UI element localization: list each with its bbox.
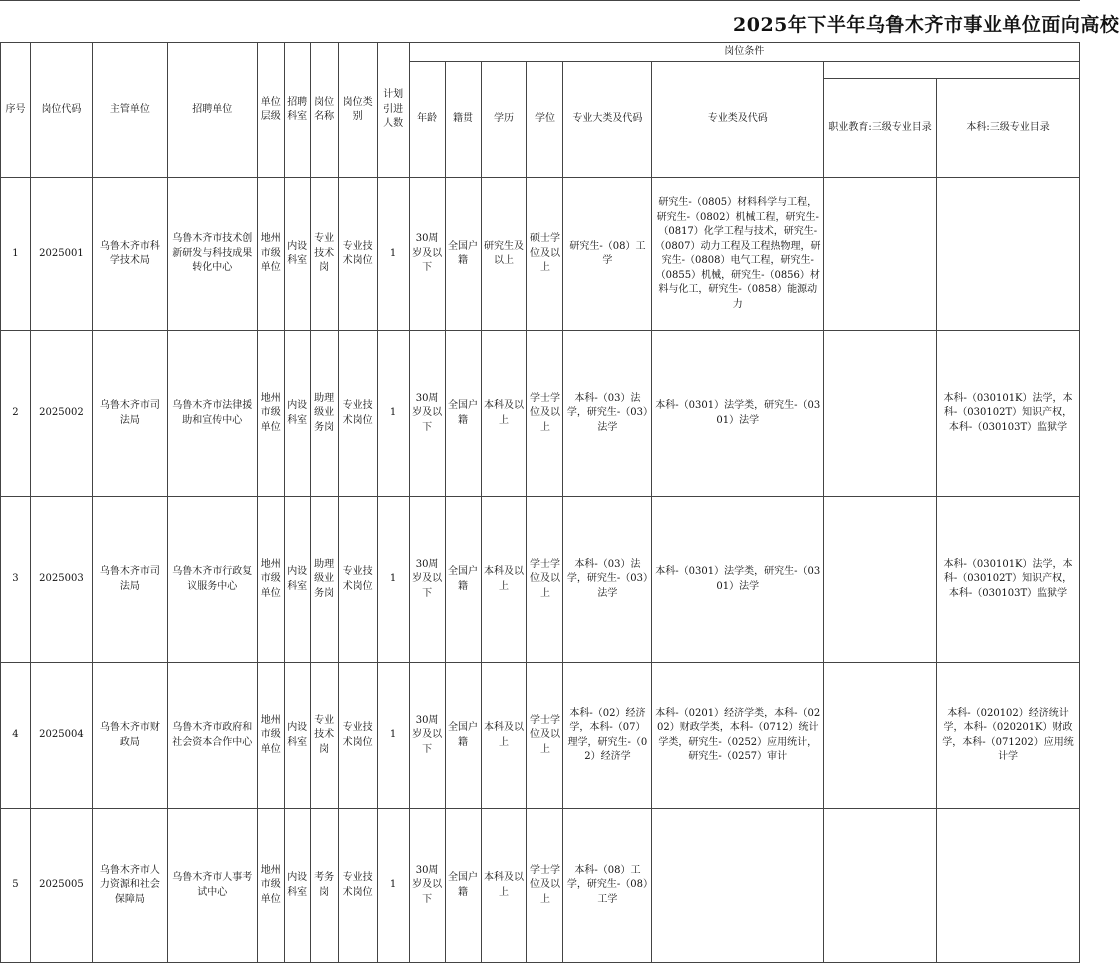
cell-seq: 3 (1, 497, 31, 663)
cell-post-name: 专业技术岗 (310, 178, 338, 331)
cell-code: 2025002 (30, 331, 92, 497)
cell-office: 内设科室 (284, 809, 310, 963)
cell-origin: 全国户籍 (445, 809, 481, 963)
cell-level: 地州市级单位 (257, 331, 284, 497)
cell-major-class: 本科-（02）经济学，本科-（07）理学，研究生-（02）经济学 (563, 663, 652, 809)
cell-degree: 学士学位及以上 (527, 331, 563, 497)
cell-post-type: 专业技术岗位 (338, 331, 377, 497)
header-major-class: 专业大类及代码 (563, 62, 652, 178)
page-title: 2025年下半年乌鲁木齐市事业单位面向高校 (733, 14, 1119, 36)
header-seq: 序号 (1, 43, 31, 178)
cell-plan: 1 (377, 809, 409, 963)
cell-vocational (824, 663, 937, 809)
table-row (1, 809, 1080, 963)
cell-post-type: 专业技术岗位 (338, 497, 377, 663)
cell-bachelor: 本科-（030101K）法学，本科-（030102T）知识产权，本科-（030103T）监狱学 (937, 331, 1080, 497)
cell-post-name: 专业技术岗 (310, 663, 338, 809)
header-unit: 招聘单位 (167, 43, 257, 178)
cell-age: 30周岁及以下 (409, 178, 445, 331)
header-catalog-group (824, 62, 1080, 79)
cell-unit: 乌鲁木齐市法律援助和宣传中心 (167, 331, 257, 497)
cell-unit: 乌鲁木齐市行政复议服务中心 (167, 497, 257, 663)
table-row (1, 497, 1080, 663)
job-table (0, 42, 1080, 963)
cell-major: 本科-（0301）法学类，研究生-（0301）法学 (652, 497, 824, 663)
cell-degree: 学士学位及以上 (527, 497, 563, 663)
cell-code: 2025003 (30, 497, 92, 663)
cell-level: 地州市级单位 (257, 663, 284, 809)
header-dept: 主管单位 (92, 43, 167, 178)
cell-origin: 全国户籍 (445, 663, 481, 809)
cell-vocational (824, 178, 937, 331)
cell-post-name: 考务岗 (310, 809, 338, 963)
cell-major (652, 809, 824, 963)
table-row (1, 178, 1080, 331)
cell-major-class: 本科-（03）法学，研究生-（03）法学 (563, 331, 652, 497)
cell-edu: 本科及以上 (481, 331, 527, 497)
header-major: 专业类及代码 (652, 62, 824, 178)
cell-major-class: 研究生-（08）工学 (563, 178, 652, 331)
cell-level: 地州市级单位 (257, 497, 284, 663)
cell-origin: 全国户籍 (445, 497, 481, 663)
cell-unit: 乌鲁木齐市政府和社会资本合作中心 (167, 663, 257, 809)
cell-major-class: 本科-（08）工学，研究生-（08）工学 (563, 809, 652, 963)
header-level: 单位层级 (257, 43, 284, 178)
cell-plan: 1 (377, 178, 409, 331)
cell-origin: 全国户籍 (445, 178, 481, 331)
cell-bachelor (937, 809, 1080, 963)
cell-unit: 乌鲁木齐市人事考试中心 (167, 809, 257, 963)
cell-post-type: 专业技术岗位 (338, 663, 377, 809)
cell-unit: 乌鲁木齐市技术创新研发与科技成果转化中心 (167, 178, 257, 331)
cell-vocational (824, 331, 937, 497)
cell-plan: 1 (377, 331, 409, 497)
cell-major: 本科-（0201）经济学类，本科-（0202）财政学类，本科-（0712）统计学类，研究生-（0252）应用统计，研究生-（0257）审计 (652, 663, 824, 809)
header-code: 岗位代码 (30, 43, 92, 178)
cell-edu: 研究生及以上 (481, 178, 527, 331)
cell-seq: 2 (1, 331, 31, 497)
cell-office: 内设科室 (284, 178, 310, 331)
cell-degree: 学士学位及以上 (527, 809, 563, 963)
header-conditions: 岗位条件 (409, 43, 1079, 62)
cell-dept: 乌鲁木齐市司法局 (92, 331, 167, 497)
cell-post-type: 专业技术岗位 (338, 809, 377, 963)
header-vocational: 职业教育:三级专业目录 (824, 79, 937, 178)
header-degree: 学位 (527, 62, 563, 178)
cell-post-name: 助理级业务岗 (310, 331, 338, 497)
cell-level: 地州市级单位 (257, 178, 284, 331)
cell-age: 30周岁及以下 (409, 331, 445, 497)
cell-degree: 硕士学位及以上 (527, 178, 563, 331)
cell-major: 本科-（0301）法学类，研究生-（0301）法学 (652, 331, 824, 497)
cell-post-name: 助理级业务岗 (310, 497, 338, 663)
cell-edu: 本科及以上 (481, 497, 527, 663)
cell-vocational (824, 809, 937, 963)
cell-code: 2025001 (30, 178, 92, 331)
cell-edu: 本科及以上 (481, 663, 527, 809)
cell-plan: 1 (377, 663, 409, 809)
cell-dept: 乌鲁木齐市科学技术局 (92, 178, 167, 331)
title-bar (0, 0, 1119, 44)
cell-seq: 5 (1, 809, 31, 963)
cell-age: 30周岁及以下 (409, 809, 445, 963)
cell-level: 地州市级单位 (257, 809, 284, 963)
cell-origin: 全国户籍 (445, 331, 481, 497)
cell-dept: 乌鲁木齐市司法局 (92, 497, 167, 663)
header-plan: 计划引进人数 (377, 43, 409, 178)
header-age: 年龄 (409, 62, 445, 178)
header-edu: 学历 (481, 62, 527, 178)
header-bachelor: 本科:三级专业目录 (937, 79, 1080, 178)
header-post-type: 岗位类别 (338, 43, 377, 178)
cell-post-type: 专业技术岗位 (338, 178, 377, 331)
header-office: 招聘科室 (284, 43, 310, 178)
cell-bachelor (937, 178, 1080, 331)
cell-dept: 乌鲁木齐市人力资源和社会保障局 (92, 809, 167, 963)
cell-age: 30周岁及以下 (409, 497, 445, 663)
cell-bachelor: 本科-（030101K）法学，本科-（030102T）知识产权，本科-（030103T）监狱学 (937, 497, 1080, 663)
header-origin: 籍贯 (445, 62, 481, 178)
header-post-name: 岗位名称 (310, 43, 338, 178)
cell-vocational (824, 497, 937, 663)
cell-office: 内设科室 (284, 663, 310, 809)
cell-major-class: 本科-（03）法学，研究生-（03）法学 (563, 497, 652, 663)
cell-office: 内设科室 (284, 497, 310, 663)
cell-seq: 4 (1, 663, 31, 809)
table-row (1, 663, 1080, 809)
cell-bachelor: 本科-（020102）经济统计学，本科-（020201K）财政学，本科-（071202）应用统计学 (937, 663, 1080, 809)
cell-code: 2025004 (30, 663, 92, 809)
cell-edu: 本科及以上 (481, 809, 527, 963)
cell-plan: 1 (377, 497, 409, 663)
cell-age: 30周岁及以下 (409, 663, 445, 809)
cell-degree: 学士学位及以上 (527, 663, 563, 809)
cell-seq: 1 (1, 178, 31, 331)
cell-code: 2025005 (30, 809, 92, 963)
table-row (1, 331, 1080, 497)
cell-dept: 乌鲁木齐市财政局 (92, 663, 167, 809)
cell-major: 研究生-（0805）材料科学与工程，研究生-（0802）机械工程，研究生-（0817）化学工程与技术，研究生-（0807）动力工程及工程热物理，研究生-（0808）电气工程，研究生-（0855）机械，研究生-（0856）材料与化工，研究生-（0858）能源动力 (652, 178, 824, 331)
cell-office: 内设科室 (284, 331, 310, 497)
